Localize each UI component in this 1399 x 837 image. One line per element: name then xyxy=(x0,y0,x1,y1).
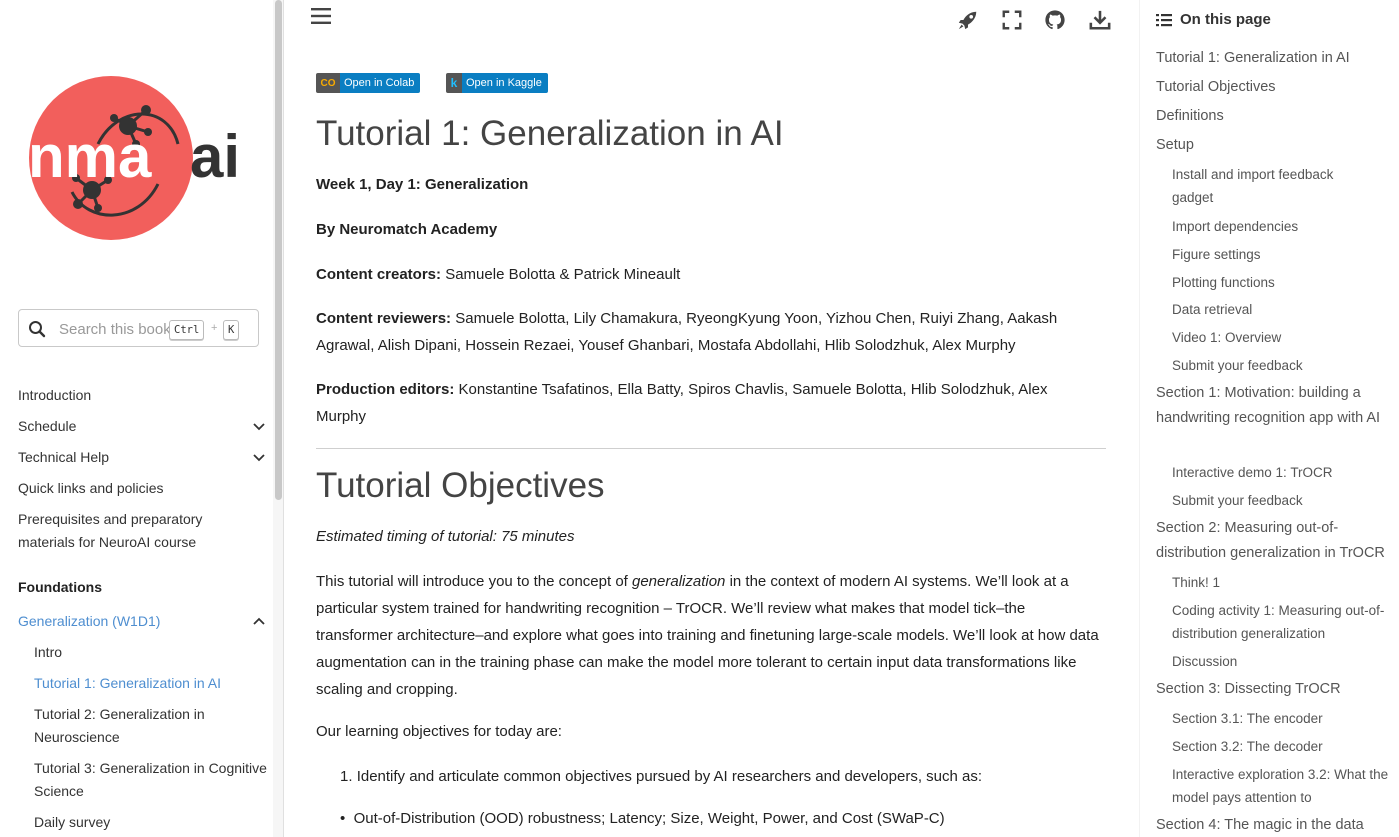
toc-item[interactable]: Install and import feedback gadget xyxy=(1172,167,1334,205)
kaggle-badge-label: Open in Kaggle xyxy=(462,73,548,93)
sidebar-item-schedule[interactable]: Schedule xyxy=(18,418,77,434)
hamburger-menu-icon[interactable] xyxy=(311,7,331,25)
by-label: By Neuromatch Academy xyxy=(316,221,498,238)
search-box[interactable] xyxy=(18,309,259,347)
toc-item[interactable]: Submit your feedback xyxy=(1172,493,1303,508)
week-label: Week 1, Day 1: Generalization xyxy=(316,176,529,193)
toc-item[interactable]: Think! 1 xyxy=(1172,575,1221,590)
toc-item[interactable]: Definitions xyxy=(1156,108,1224,124)
chevron-down-icon[interactable] xyxy=(252,420,266,434)
page-title: Tutorial 1: Generalization in AI xyxy=(316,114,784,153)
intro-paragraph: This tutorial will introduce you to the concept of generalization in the context of modern AI systems. We’ll look at a particular system trained for handwriting recognition – TrOCR. We’ll review what makes that model tick–the transformer architecture–and explore what goes into training and finetuning large-scale models. We’ll look at how data augmentation can in the training phase can make the model more tolerant to certain input data transformations like scaling and cropping. xyxy=(316,573,1099,698)
toc-title: On this page xyxy=(1180,11,1271,28)
main-content xyxy=(284,0,1139,837)
toc-item[interactable]: Setup xyxy=(1156,137,1194,153)
fullscreen-icon[interactable] xyxy=(1001,9,1023,31)
chevron-up-icon[interactable] xyxy=(252,614,266,628)
open-in-kaggle-badge[interactable] xyxy=(446,73,548,93)
colab-icon: CO xyxy=(316,73,340,93)
toc-item[interactable]: Coding activity 1: Measuring out-of-distribution generalization xyxy=(1172,603,1385,641)
toc-item[interactable]: Interactive demo 1: TrOCR xyxy=(1172,465,1333,480)
toc-item[interactable]: Tutorial Objectives xyxy=(1156,79,1276,95)
toc-item[interactable]: Import dependencies xyxy=(1172,219,1299,234)
content-creators: Content creators: Samuele Bolotta & Patrick Mineault xyxy=(316,266,681,283)
search-icon xyxy=(28,320,46,338)
bullet-list-item: • Out-of-Distribution (OOD) robustness; Latency; Size, Weight, Power, and Cost (SWaP-C) xyxy=(340,810,945,827)
chevron-down-icon[interactable] xyxy=(252,451,266,465)
sidebar-item-intro[interactable]: Intro xyxy=(34,644,63,660)
kbd-ctrl: Ctrl xyxy=(169,320,204,340)
toc-item[interactable]: Video 1: Overview xyxy=(1172,330,1282,345)
toc-header xyxy=(1156,11,1271,28)
objectives-intro: Our learning objectives for today are: xyxy=(316,723,562,740)
toc-item[interactable]: Section 3.2: The decoder xyxy=(1172,739,1323,754)
sidebar-item-tutorial-1[interactable]: Tutorial 1: Generalization in AI xyxy=(34,675,222,691)
sidebar-item-technical-help[interactable]: Technical Help xyxy=(18,449,110,465)
rocket-icon[interactable] xyxy=(957,9,979,31)
section-title-objectives: Tutorial Objectives xyxy=(316,466,605,505)
sidebar-item-tutorial-2[interactable]: Tutorial 2: Generalization in Neuroscience xyxy=(34,706,205,745)
divider xyxy=(316,448,1106,449)
open-in-colab-badge[interactable] xyxy=(316,73,420,93)
toc-item[interactable]: Figure settings xyxy=(1172,247,1261,262)
sidebar-item-generalization[interactable]: Generalization (W1D1) xyxy=(18,613,161,629)
toc-item[interactable]: Interactive exploration 3.2: What the model pays attention to xyxy=(1172,767,1389,805)
nma-ai-logo[interactable] xyxy=(28,74,260,242)
on-this-page-toc xyxy=(1139,0,1399,837)
sidebar-item-daily-survey[interactable]: Daily survey xyxy=(34,814,111,830)
sidebar-item-introduction[interactable]: Introduction xyxy=(18,387,92,403)
toc-item[interactable]: Section 1: Motivation: building a handwriting recognition app with AI xyxy=(1156,385,1381,426)
sidebar-scroll-thumb[interactable] xyxy=(275,0,282,500)
logo-text-right: ai xyxy=(190,123,241,190)
sidebar-item-quick-links[interactable]: Quick links and policies xyxy=(18,480,164,496)
kbd-k: K xyxy=(223,320,239,340)
sidebar-item-tutorial-3[interactable]: Tutorial 3: Generalization in Cognitive Science xyxy=(34,760,267,799)
kaggle-icon: k xyxy=(446,73,462,93)
toc-item[interactable]: Tutorial 1: Generalization in AI xyxy=(1156,50,1350,66)
toc-item[interactable]: Discussion xyxy=(1172,654,1238,669)
content-reviewers: Content reviewers: Samuele Bolotta, Lily Chamakura, RyeongKyung Yoon, Yizhou Chen, Ruiyi Zhang, Aakash Agrawal, Alish Dipani, Hossein Rezaei, Yousef Ghanbari, Mostafa Abdollahi, Hlib Solodzhuk, Alex Murphy xyxy=(316,310,1058,354)
search-input[interactable] xyxy=(59,318,171,340)
production-editors: Production editors: Konstantine Tsafatinos, Ella Batty, Spiros Chavlis, Samuele Bolotta, Hlib Solodzhuk, Alex Murphy xyxy=(316,381,1048,425)
sidebar-item-prerequisites[interactable]: Prerequisites and preparatory materials for NeuroAI course xyxy=(18,511,203,550)
sidebar-caption-foundations: Foundations xyxy=(18,579,102,595)
toc-item[interactable]: Plotting functions xyxy=(1172,275,1275,290)
logo-text-left: nma xyxy=(28,123,152,190)
toc-item[interactable]: Submit your feedback xyxy=(1172,358,1303,373)
colab-badge-label: Open in Colab xyxy=(340,73,420,93)
toc-item[interactable]: Section 4: The magic in the data xyxy=(1156,817,1364,833)
toc-item[interactable]: Section 3.1: The encoder xyxy=(1172,711,1323,726)
ordered-list-item: 1. Identify and articulate common objectives pursued by AI researchers and developers, such as: xyxy=(340,768,983,785)
toc-item[interactable]: Section 3: Dissecting TrOCR xyxy=(1156,681,1341,697)
toc-item[interactable]: Section 2: Measuring out-of-distribution generalization in TrOCR xyxy=(1156,520,1385,561)
left-sidebar xyxy=(0,0,284,837)
timing-text: Estimated timing of tutorial: 75 minutes xyxy=(316,528,575,545)
toc-item[interactable]: Data retrieval xyxy=(1172,302,1253,317)
download-icon[interactable] xyxy=(1089,9,1111,31)
list-icon xyxy=(1156,13,1172,27)
github-icon[interactable] xyxy=(1044,9,1066,31)
kbd-plus: + xyxy=(211,322,218,334)
